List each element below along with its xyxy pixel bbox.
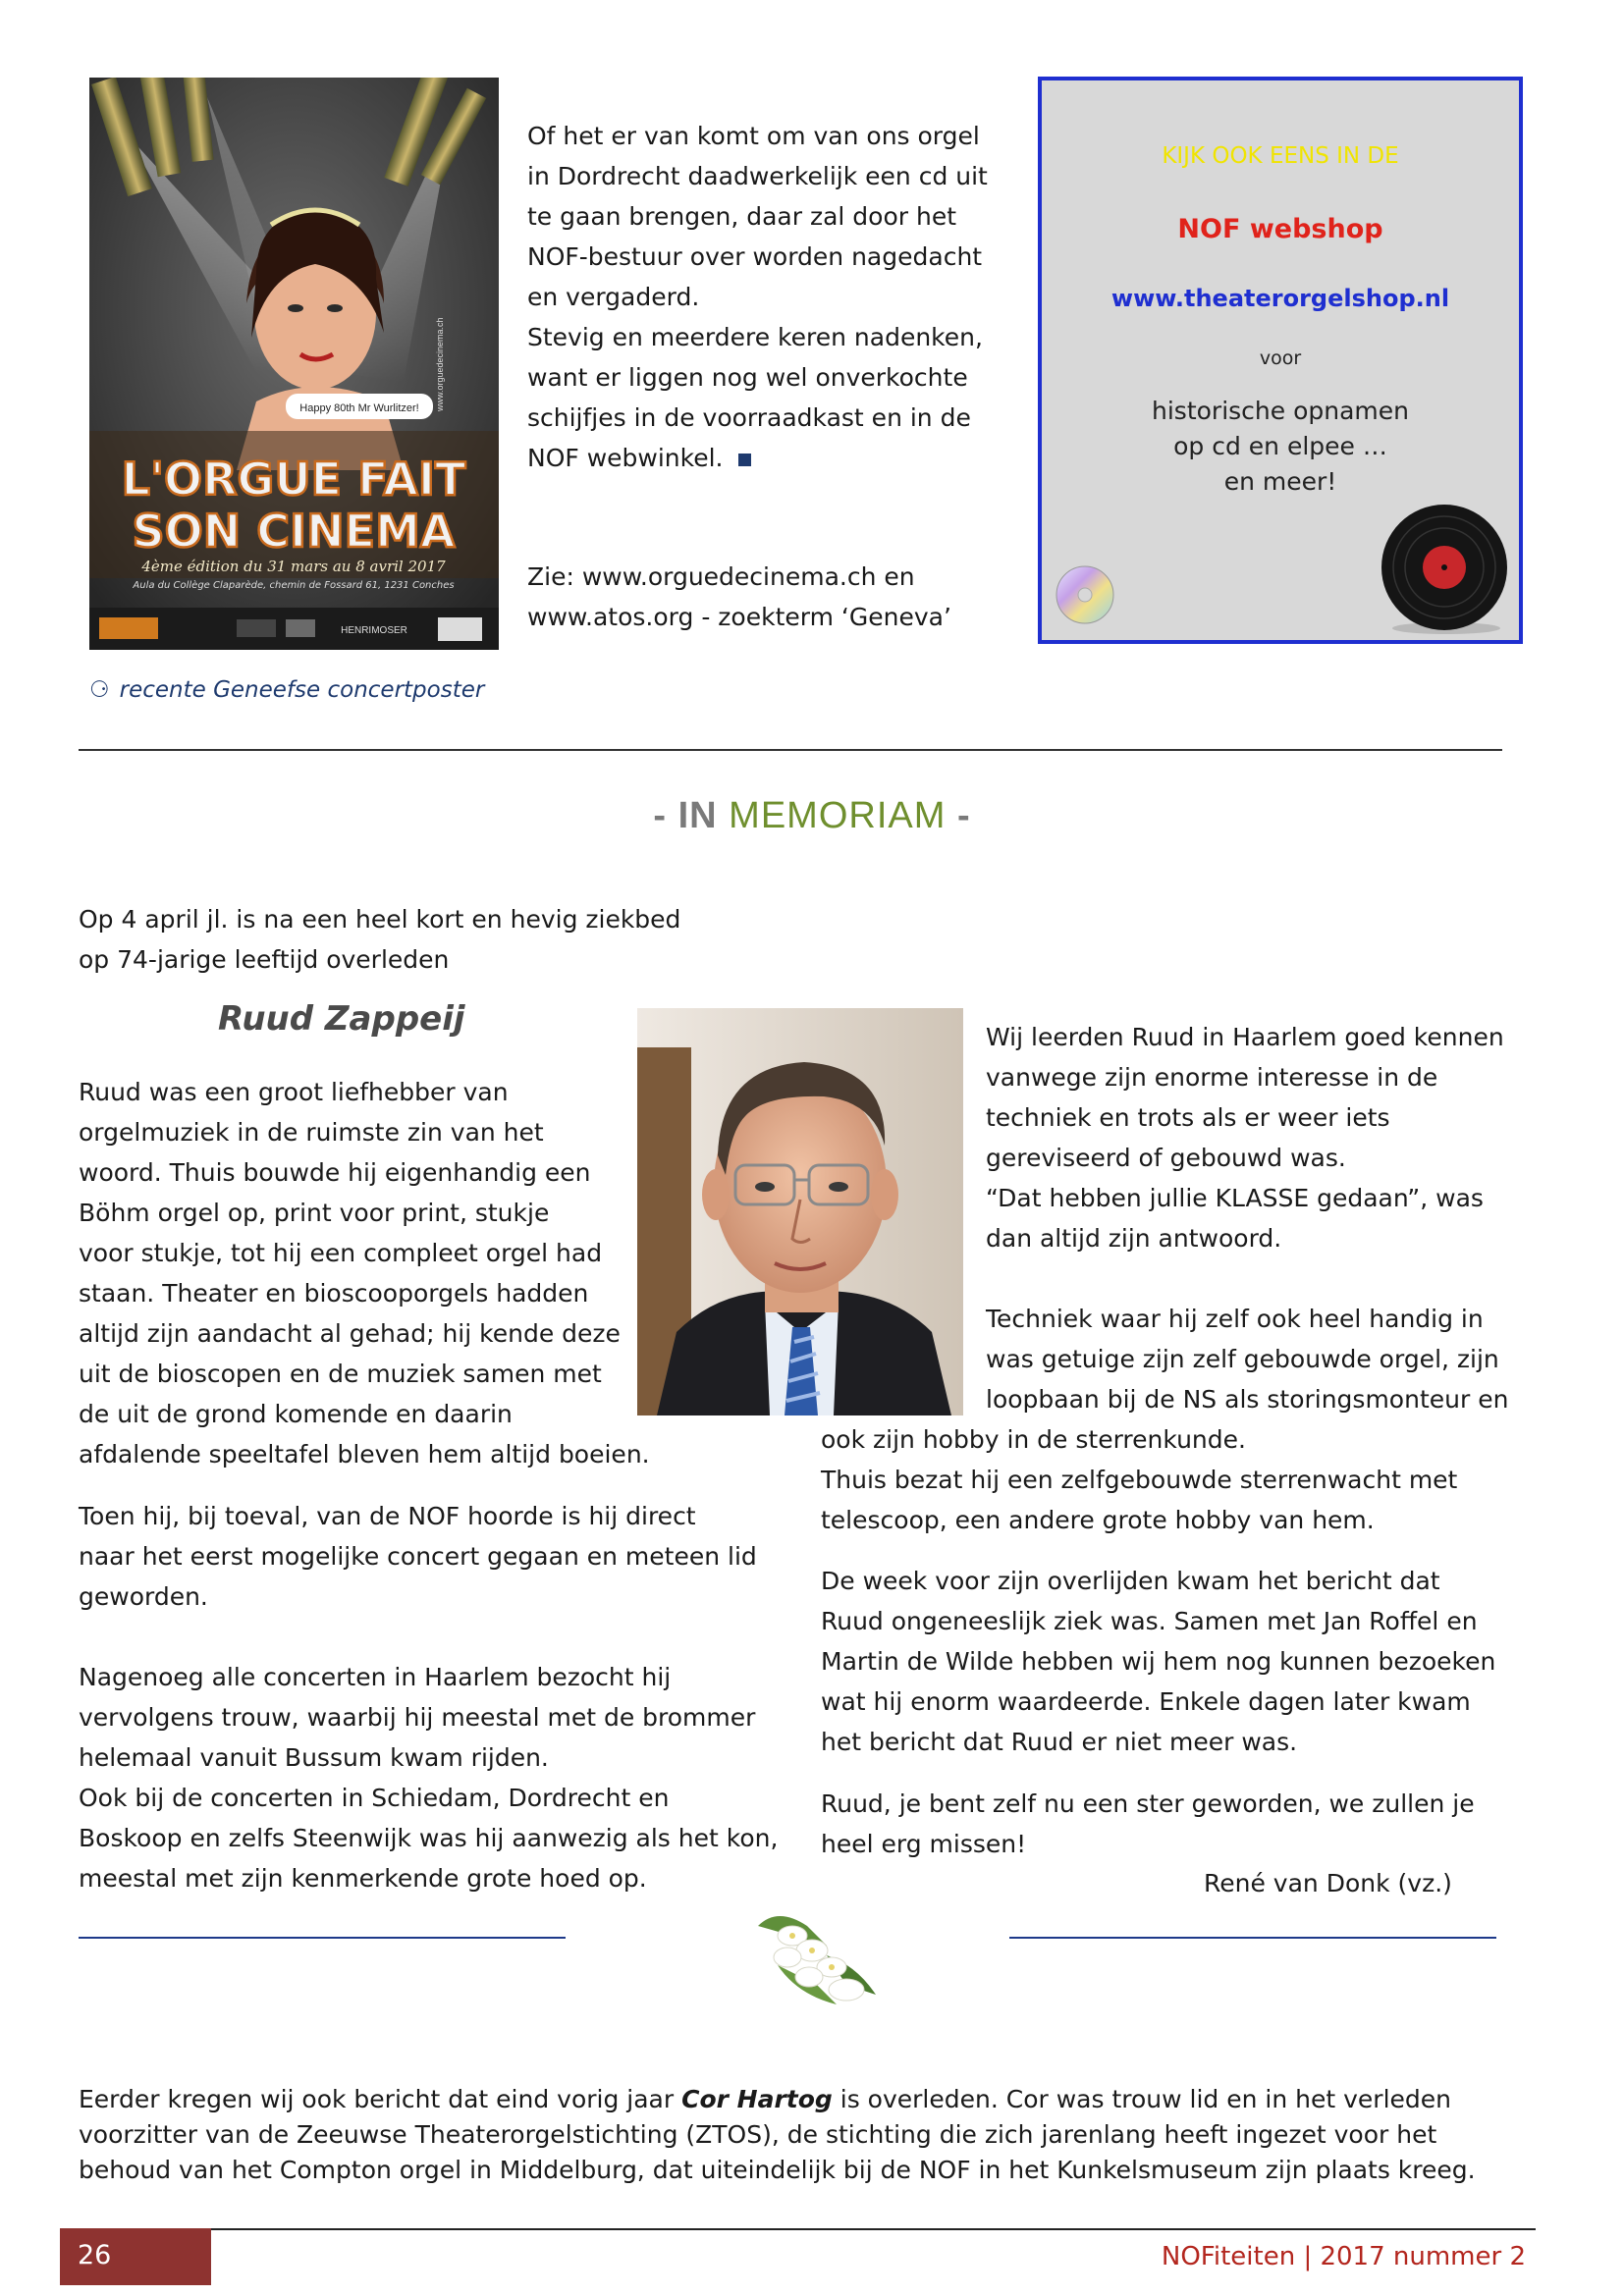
text-line: te gaan brengen, daar zal door het: [527, 202, 957, 231]
text-line: voor stukje, tot hij een compleet orgel had: [79, 1239, 603, 1267]
poster-bubble-text: Happy 80th Mr Wurlitzer!: [299, 402, 419, 414]
poster-venue: Aula du Collège Claparède, chemin de Fossard 61, 1231 Conches: [133, 580, 455, 591]
see-link-line2: www.atos.org - zoekterm ‘Geneva’: [527, 603, 951, 631]
text-line: vervolgens trouw, waarbij hij meestal met de brommer: [79, 1703, 756, 1732]
right-column-p2b: [821, 1419, 1567, 1540]
text-line: [527, 438, 1018, 478]
poster-caption: [89, 677, 484, 703]
text-line: Boskoop en zelfs Steenwijk was hij aanwezig als het kon,: [79, 1824, 779, 1852]
text-line: wat hij enorm waardeerde. Enkele dagen later kwam: [821, 1687, 1471, 1716]
poster-sponsor: HENRIMOSER: [341, 625, 407, 636]
text-line: Nagenoeg alle concerten in Haarlem bezocht hij: [79, 1663, 672, 1691]
poster-caption-text: recente Geneefse concertposter: [119, 677, 485, 703]
text-line: orgelmuziek in de ruimste zin van het: [79, 1118, 544, 1147]
right-column-p4: [821, 1784, 1567, 1864]
hartog-post: is overleden. Cor was trouw lid en in het verleden: [832, 2085, 1451, 2113]
text-line: de uit de grond komende en daarin: [79, 1400, 513, 1428]
hartog-paragraph: [79, 2082, 1551, 2188]
text-line: schijfjes in de voorraadkast en in de: [527, 403, 971, 432]
text-line: was getuige zijn zelf gebouwde orgel, zijn: [986, 1345, 1499, 1373]
text-line: Stevig en meerdere keren nadenken,: [527, 323, 983, 351]
text-line: uit de bioscopen en de muziek samen met: [79, 1360, 602, 1388]
webshop-box: [1038, 77, 1523, 644]
poster-caption-icon: ⚆: [89, 677, 110, 703]
top-paragraph: [527, 116, 1018, 478]
text-line: Martin de Wilde hebben wij hem nog kunnen bezoeken: [821, 1647, 1496, 1676]
text-line-content: NOF webwinkel.: [527, 444, 724, 472]
text-line: in Dordrecht daadwerkelijk een cd uit: [527, 162, 988, 190]
text-line: Thuis bezat hij een zelfgebouwde sterrenwacht met: [821, 1466, 1458, 1494]
signature-text: René van Donk (vz.): [1204, 1869, 1452, 1897]
text-line: Wij leerden Ruud in Haarlem goed kennen: [986, 1023, 1504, 1051]
text-line: Böhm orgel op, print voor print, stukje: [79, 1199, 550, 1227]
poster-illustration: [89, 78, 499, 650]
text-line: NOF-bestuur over worden nagedacht: [527, 242, 983, 271]
text-line: Op 4 april jl. is na een heel kort en hevig ziekbed: [79, 905, 681, 934]
poster-edition: 4ème édition du 31 mars au 8 avril 2017: [141, 558, 446, 575]
text-line: het bericht dat Ruud er niet meer was.: [821, 1728, 1298, 1756]
right-column-p1: [986, 1017, 1575, 1258]
text-line: loopbaan bij de NS als storingsmonteur en: [986, 1385, 1509, 1414]
text-line: altijd zijn aandacht al gehad; hij kende deze: [79, 1319, 621, 1348]
footer-rule: [60, 2228, 1536, 2230]
memoriam-intro: [79, 899, 746, 980]
text-line: geworden.: [79, 1582, 208, 1611]
text-line: woord. Thuis bouwde hij eigenhandig een: [79, 1158, 591, 1187]
flower-bouquet-icon: [738, 1896, 888, 2016]
publication-title: NOFiteiten | 2017 nummer 2: [1161, 2242, 1526, 2271]
text-line: Ruud ongeneeslijk ziek was. Samen met Jan Roffel en: [821, 1607, 1478, 1635]
left-column-p1: [79, 1072, 658, 1474]
text-line: “Dat hebben jullie KLASSE gedaan”, was: [986, 1184, 1484, 1212]
text-line: op 74-jarige leeftijd overleden: [79, 945, 450, 974]
text-line: meestal met zijn kenmerkende grote hoed op.: [79, 1864, 647, 1893]
section-divider: [79, 749, 1502, 751]
shop-line7: en meer!: [1223, 467, 1337, 496]
text-line: Techniek waar hij zelf ook heel handig in: [986, 1305, 1484, 1333]
page-number: 26: [78, 2240, 112, 2270]
left-column-p2: [79, 1496, 825, 1617]
shop-line4: voor: [1259, 347, 1302, 369]
shop-url[interactable]: www.theaterorgelshop.nl: [1110, 285, 1450, 312]
text-line: De week voor zijn overlijden kwam het bericht dat: [821, 1567, 1440, 1595]
shop-line2: NOF webshop: [1177, 214, 1383, 244]
heading-dash-right: -: [946, 795, 971, 836]
see-links: [527, 557, 1018, 637]
vinyl-record-icon: [1376, 501, 1513, 638]
page-number-bar: [60, 2228, 211, 2285]
text-line: en vergaderd.: [527, 283, 700, 311]
separator-left: [79, 1937, 566, 1939]
text-line: Ruud was een groot liefhebber van: [79, 1078, 509, 1106]
right-column-p3: [821, 1561, 1567, 1762]
portrait-illustration: [637, 1008, 963, 1415]
text-line: staan. Theater en bioscooporgels hadden: [79, 1279, 589, 1308]
text-line: afdalende speeltafel bleven hem altijd boeien.: [79, 1440, 650, 1468]
heading-word: MEMORIAM: [729, 795, 947, 836]
text-line: helemaal vanuit Bussum kwam rijden.: [79, 1743, 549, 1772]
end-square-icon: [738, 454, 751, 466]
hartog-pre: Eerder kregen wij ook bericht dat eind vorig jaar: [79, 2085, 682, 2113]
poster-title-line1: L'ORGUE FAIT: [121, 453, 466, 506]
text-line: Of het er van komt om van ons orgel: [527, 122, 980, 150]
text-line: dan altijd zijn antwoord.: [986, 1224, 1282, 1253]
right-column-p2: [986, 1299, 1575, 1419]
text-line: [79, 2082, 1551, 2117]
shop-line5: historische opnamen: [1152, 397, 1409, 425]
portrait-photo: [637, 1008, 963, 1415]
hartog-name: Cor Hartog: [681, 2085, 833, 2113]
concert-poster: [89, 78, 499, 650]
text-line: telescoop, een andere grote hobby van hem.: [821, 1506, 1375, 1534]
signature: [1204, 1863, 1538, 1903]
poster-site: www.orguedecinema.ch: [435, 317, 445, 411]
text-line: naar het eerst mogelijke concert gegaan en meteen lid: [79, 1542, 757, 1571]
deceased-name: Ruud Zappeij: [218, 999, 465, 1039]
text-line: voorzitter van de Zeeuwse Theaterorgelstichting (ZTOS), de stichting die zich jarenlang heeft ingezet voor het: [79, 2120, 1437, 2149]
heading-dash-left: - IN: [653, 795, 730, 836]
separator-right: [1009, 1937, 1496, 1939]
text-line: Ruud, je bent zelf nu een ster geworden, we zullen je: [821, 1789, 1475, 1818]
shop-line1: KIJK OOK EENS IN DE: [1162, 143, 1399, 169]
text-line: Toen hij, bij toeval, van de NOF hoorde is hij direct: [79, 1502, 696, 1530]
text-line: Ook bij de concerten in Schiedam, Dordrecht en: [79, 1784, 670, 1812]
shop-line6: op cd en elpee …: [1173, 432, 1387, 460]
text-line: vanwege zijn enorme interesse in de: [986, 1063, 1438, 1092]
text-line: want er liggen nog wel onverkochte: [527, 363, 968, 392]
see-link-line1: Zie: www.orguedecinema.ch en: [527, 562, 915, 591]
poster-title-line2: SON CINEMA: [132, 505, 456, 558]
text-line: gereviseerd of gebouwd was.: [986, 1144, 1346, 1172]
text-line: techniek en trots als er weer iets: [986, 1103, 1390, 1132]
memoriam-heading: [0, 795, 1624, 837]
text-line: behoud van het Compton orgel in Middelburg, dat uiteindelijk bij de NOF in het Kunkelsmuseum zijn plaats kreeg.: [79, 2156, 1476, 2184]
text-line: heel erg missen!: [821, 1830, 1027, 1858]
left-column-p3: [79, 1657, 825, 1898]
text-line: ook zijn hobby in de sterrenkunde.: [821, 1425, 1246, 1454]
cd-icon: [1054, 563, 1116, 626]
